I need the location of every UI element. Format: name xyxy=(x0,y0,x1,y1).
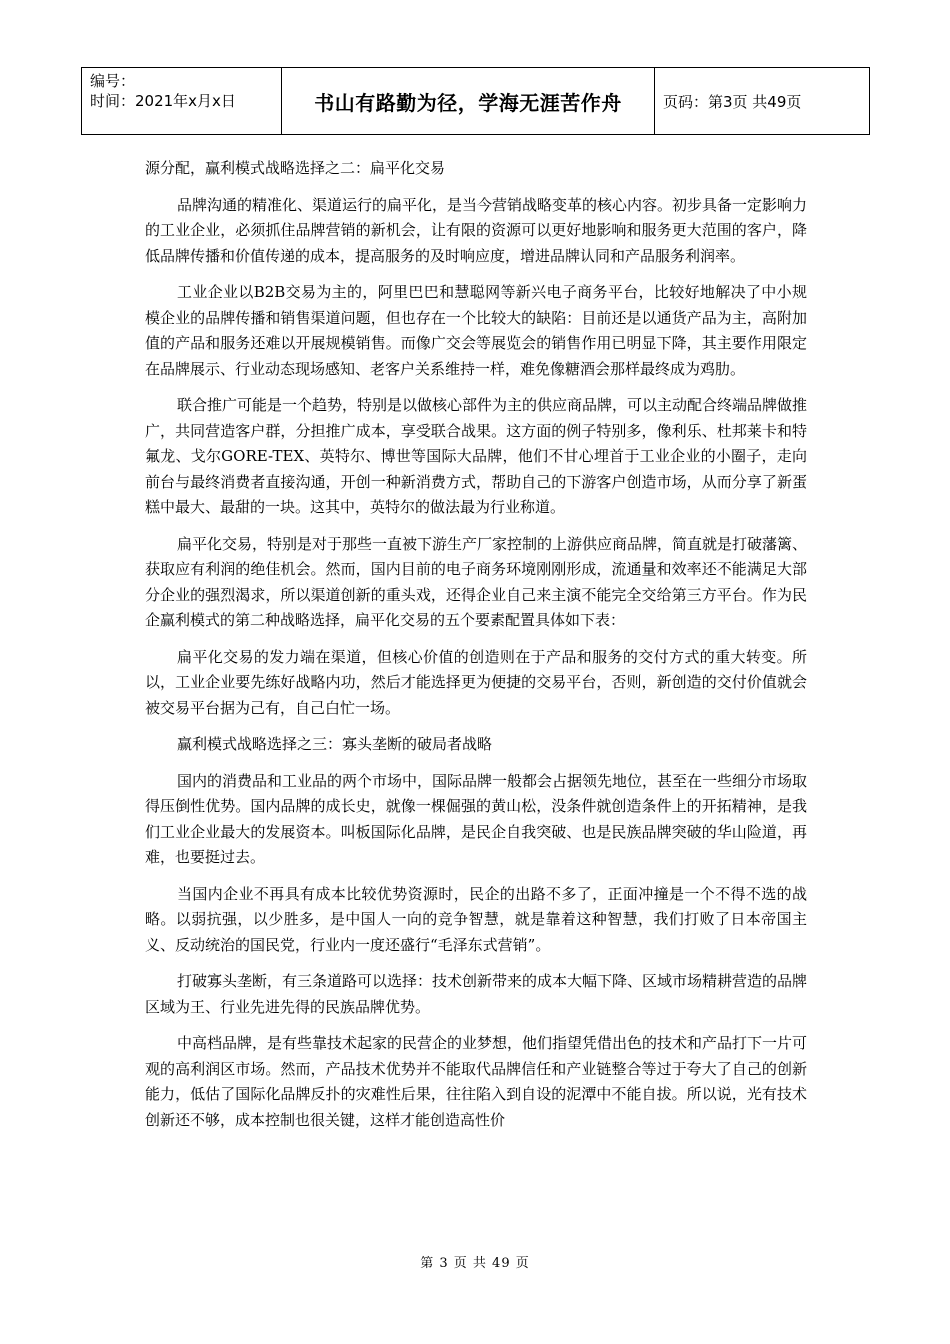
header-meta xyxy=(82,68,282,134)
paragraph: 当国内企业不再具有成本比较优势资源时，民企的出路不多了，正面冲撞是一个不得不选的战略。以弱抗强，以少胜多，是中国人一向的竞争智慧，就是靠着这种智慧，我们打败了日本帝国主义、反动统治的国民党，行业内一度还盛行“毛泽东式营销”。 xyxy=(145,884,807,954)
document-date: 时间：2021年x月x日 xyxy=(90,92,236,110)
paragraph: 扁平化交易，特别是对于那些一直被下游生产厂家控制的上游供应商品牌，简直就是打破藩篱、获取应有利润的绝佳机会。然而，国内目前的电子商务环境刚刚形成，流通量和效率还不能满足大部分企业的强烈渴求，所以渠道创新的重头戏，还得企业自己来主演不能完全交给第三方平台。作为民企赢利模式的第二种战略选择，扁平化交易的五个要素配置具体如下表： xyxy=(145,534,808,629)
paragraph: 品牌沟通的精准化、渠道运行的扁平化，是当今营销战略变革的核心内容。初步具备一定影响力的工业企业，必须抓住品牌营销的新机会，让有限的资源可以更好地影响和服务更大范围的客户，降低品牌传播和价值传递的成本，提高服务的及时响应度，增进品牌认同和产品服务利润率。 xyxy=(145,195,808,265)
paragraph: 源分配，赢利模式战略选择之二：扁平化交易 xyxy=(145,159,446,177)
page-footer: 第 3 页 共 49 页 xyxy=(420,1256,530,1271)
header-motto: 书山有路勤为径，学海无涯苦作舟 xyxy=(282,68,655,134)
page-header xyxy=(81,67,870,135)
paragraph: 联合推广可能是一个趋势，特别是以做核心部件为主的供应商品牌，可以主动配合终端品牌做推广，共同营造客户群，分担推广成本，享受联合战果。这方面的例子特别多，像利乐、杜邦莱卡和特氟龙、戈尔GORE-TEX、英特尔、博世等国际大品牌，他们不甘心埋首于工业企业的小圈子，走向前台与最终消费者直接沟通，开创一种新消费方式，帮助自己的下游客户创造市场，从而分享了新蛋糕中最大、最甜的一块。这其中，英特尔的做法最为行业称道。 xyxy=(145,396,808,516)
section-heading: 赢利模式战略选择之三：寡头垄断的破局者战略 xyxy=(177,735,493,753)
paragraph: 扁平化交易的发力端在渠道，但核心价值的创造则在于产品和服务的交付方式的重大转变。所以，工业企业要先练好战略内功，然后才能选择更为便捷的交易平台，否则，新创造的交付价值就会被交易平台据为己有，自己白忙一场。 xyxy=(145,647,807,717)
paragraph: 国内的消费品和工业品的两个市场中，国际品牌一般都会占据领先地位，甚至在一些细分市场取得压倒性优势。国内品牌的成长史，就像一棵倔强的黄山松，没条件就创造条件上的开拓精神，是我们工业企业最大的发展资本。叫板国际化品牌，是民企自我突破、也是民族品牌突破的华山险道，再难，也要挺过去。 xyxy=(145,771,808,866)
header-page-info: 页码：第3页 共49页 xyxy=(663,92,802,111)
paragraph: 打破寡头垄断，有三条道路可以选择：技术创新带来的成本大幅下降、区域市场精耕营造的品牌区域为王、行业先进先得的民族品牌优势。 xyxy=(145,972,808,1016)
paragraph: 中高档品牌，是有些靠技术起家的民营企的业梦想，他们指望凭借出色的技术和产品打下一片可观的高利润区市场。然而，产品技术优势并不能取代品牌信任和产业链整合等过于夸大了自己的创新能力，低估了国际化品牌反扑的灾难性后果，往往陷入到自设的泥潭中不能自拔。所以说，光有技术创新还不够，成本控制也很关键，这样才能创造高性价 xyxy=(145,1034,808,1129)
body-text xyxy=(145,156,807,1144)
paragraph: 工业企业以B2B交易为主的，阿里巴巴和慧聪网等新兴电子商务平台，比较好地解决了中小规模企业的品牌传播和销售渠道问题，但也存在一个比较大的缺陷：目前还是以通货产品为主，高附加值的产品和服务还难以开展规模销售。而像广交会等展览会的销售作用已明显下降，其主要作用限定在品牌展示、行业动态现场感知、老客户关系维持一样，难免像糖酒会那样最终成为鸡肋。 xyxy=(145,283,807,378)
document-number-label: 编号： xyxy=(90,72,136,90)
